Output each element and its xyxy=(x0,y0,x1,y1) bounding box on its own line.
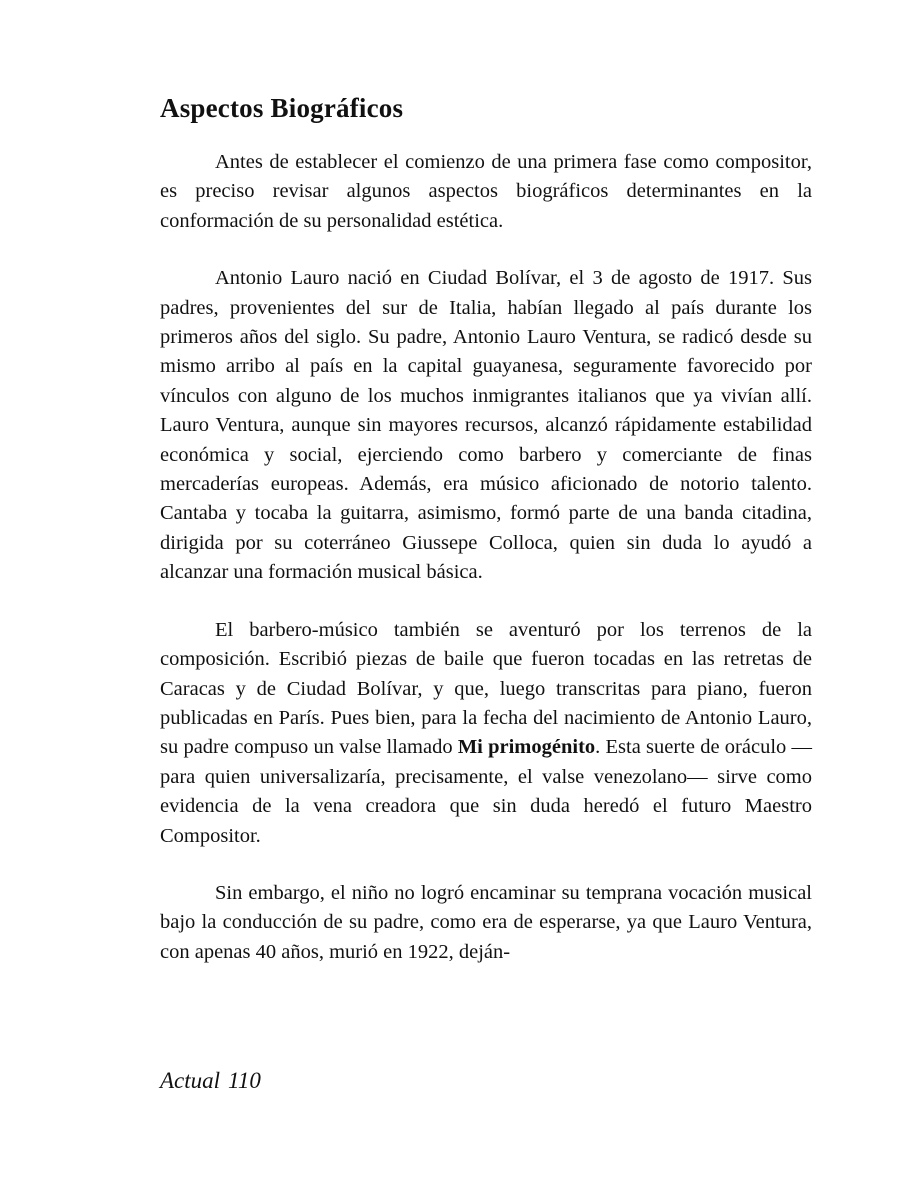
paragraph-2 xyxy=(160,264,812,587)
paragraph-2-text: Antonio Lauro nació en Ciudad Bolívar, el 3 de agosto de 1917. Sus padres, provenientes del sur de Italia, habían llegado al país durante los primeros años del siglo. Su padre, Antonio Lauro Ventura, se radicó desde su mismo arribo al país en la capital guayanesa, seguramente favorecido por vínculos con alguno de los muchos inmigrantes italianos que ya vivían allí. Lauro Ventura, aunque sin mayores recursos, alcanzó rápidamente estabilidad económica y social, ejerciendo como barbero y comerciante de finas mercaderías europeas. Además, era músico aficionado de notorio talento. Cantaba y tocaba la guitarra, asimismo, formó parte de una banda citadina, dirigida por su coterráneo Giussepe Colloca, quien sin duda lo ayudó a alcanzar una formación musical básica. xyxy=(160,267,812,584)
page-footer xyxy=(160,1066,261,1096)
page-number: 110 xyxy=(228,1068,261,1093)
paragraph-3-text-start: El barbero-músico también se aventuró por los terrenos de la composición. Escribió piezas de baile que fueron tocadas en las retretas de Caracas y de Ciudad Bolívar, y que, luego transcritas para piano, fueron publicadas en París. Pues bien, para la fecha del nacimiento de Antonio Lauro, su padre compuso un valse llamado xyxy=(160,618,812,759)
paragraph-1 xyxy=(160,148,812,236)
section-heading: Aspectos Biográficos xyxy=(160,93,404,123)
body-text xyxy=(160,148,812,995)
paragraph-3-text-end: . Esta suerte de oráculo —para quien universalizaría, precisamente, el valse venezolano— sirve como evidencia de la vena creadora que sin duda heredó el futuro Maestro Compositor. xyxy=(160,736,813,847)
paragraph-4-text: Sin embargo, el niño no logró encaminar su temprana vocación musical bajo la conducción de su padre, como era de esperarse, ya que Lauro Ventura, con apenas 40 años, murió en 1922, deján- xyxy=(160,881,812,963)
paragraph-1-text: Antes de establecer el comienzo de una primera fase como compositor, es preciso revisar algunos aspectos biográficos determinantes en la conformación de su personalidad estética. xyxy=(160,151,812,232)
waltz-title: Mi primogénito xyxy=(457,736,596,759)
paragraph-3 xyxy=(160,616,812,851)
paragraph-4 xyxy=(160,879,812,967)
publication-name: Actual xyxy=(160,1068,221,1093)
